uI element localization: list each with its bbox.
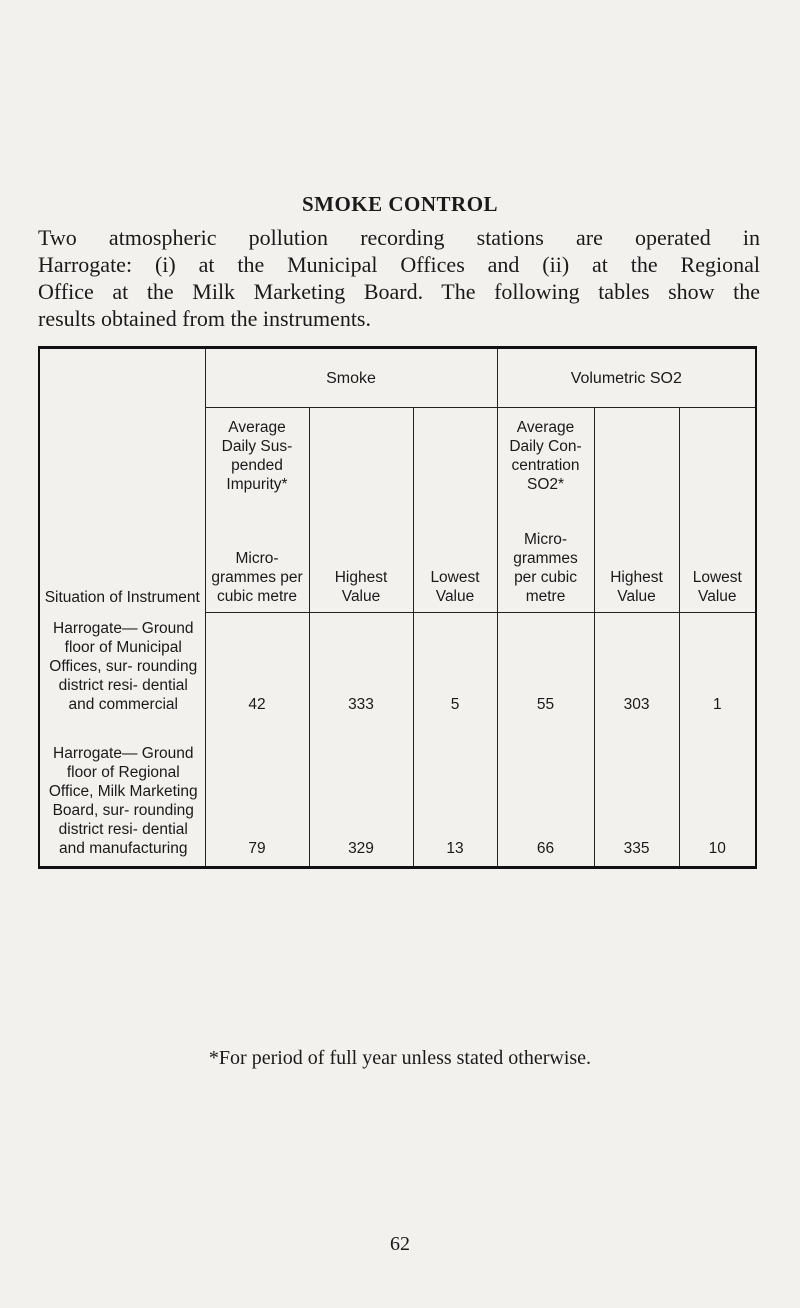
so2-average-cell: 66 bbox=[497, 744, 594, 868]
situation-cell: Harrogate— Ground floor of Municipal Offices, sur- rounding district resi- dential and commercial bbox=[39, 613, 205, 744]
so2-group-header: Volumetric SO2 bbox=[497, 348, 756, 408]
so2-unit-header: Micro- grammes per cubic metre bbox=[497, 504, 594, 613]
so2-highest-header: Highest Value bbox=[594, 408, 679, 613]
intro-line: Two atmospheric pollution recording stations are operated in bbox=[38, 225, 760, 250]
smoke-group-header: Smoke bbox=[205, 348, 497, 408]
so2-lowest-cell: 10 bbox=[679, 744, 756, 868]
smoke-average-cell: 79 bbox=[205, 744, 309, 868]
smoke-lowest-cell: 13 bbox=[413, 744, 497, 868]
smoke-lowest-cell: 5 bbox=[413, 613, 497, 744]
page-title: SMOKE CONTROL bbox=[301, 192, 499, 216]
so2-lowest-header: Lowest Value bbox=[679, 408, 756, 613]
smoke-highest-header: Highest Value bbox=[309, 408, 413, 613]
smoke-highest-cell: 333 bbox=[309, 613, 413, 744]
so2-lowest-cell: 1 bbox=[679, 613, 756, 744]
situation-cell: Harrogate— Ground floor of Regional Office, Milk Marketing Board, sur- rounding district resi- dential and manufacturing bbox=[39, 744, 205, 868]
table-row bbox=[39, 613, 756, 744]
page-number: 62 bbox=[390, 1233, 410, 1255]
so2-highest-cell: 335 bbox=[594, 744, 679, 868]
smoke-highest-cell: 329 bbox=[309, 744, 413, 868]
situation-header: Situation of Instrument bbox=[39, 348, 205, 613]
intro-line: Harrogate: (i) at the Municipal Offices and (ii) at the Regional bbox=[38, 252, 760, 277]
intro-line: results obtained from the instruments. bbox=[38, 306, 371, 331]
smoke-lowest-header: Lowest Value bbox=[413, 408, 497, 613]
smoke-average-header: Average Daily Sus- pended Impurity* bbox=[205, 408, 309, 505]
pollution-table bbox=[38, 346, 757, 869]
so2-highest-cell: 303 bbox=[594, 613, 679, 744]
table-row bbox=[39, 744, 756, 868]
intro-paragraph bbox=[38, 224, 760, 332]
so2-average-cell: 55 bbox=[497, 613, 594, 744]
intro-line: Office at the Milk Marketing Board. The following tables show the bbox=[38, 279, 760, 304]
footnote: *For period of full year unless stated otherwise. bbox=[208, 1047, 592, 1069]
smoke-unit-header: Micro- grammes per cubic metre bbox=[205, 504, 309, 613]
smoke-average-cell: 42 bbox=[205, 613, 309, 744]
so2-average-header: Average Daily Con- centration SO2* bbox=[497, 408, 594, 505]
